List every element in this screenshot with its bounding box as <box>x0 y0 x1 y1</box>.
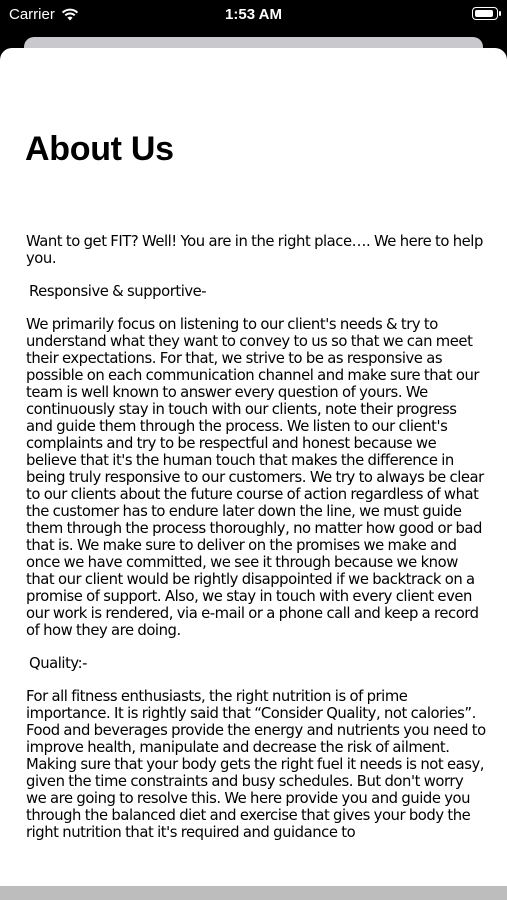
section-body-quality: For all fitness enthusiasts, the right nutrition is of prime importance. It is rightly said that “Consider Quality, not calories”. Food and beverages provide the energy and nutrients you need to improve health, manipulate and decrease the risk of ailment. Making sure that your body gets the right fuel it needs is not easy, given the time constraints and busy schedules. But don't worry we are going to resolve this. We here provide you and guide you through the balanced diet and exercise that gives your body the right nutrition that it's required and guidance to <box>26 688 486 841</box>
carrier-label: Carrier <box>9 6 55 23</box>
battery-icon <box>472 7 498 20</box>
page-title: About Us <box>25 130 174 168</box>
section-body-responsive: We primarily focus on listening to our client's needs & try to understand what they want to convey to us so that we can meet their expectations. For that, we strive to be as responsive as possible on each communication channel and make sure that our team is well known to answer every question of yours. We continuously stay in touch with our clients, note their progress and guide them through the process. We listen to our client's complaints and try to be respectful and honest because we believe that it's the human touch that makes the difference in being truly responsive to our customers. We try to always be clear to our clients about the future course of action regardless of what the customer has to endure later down the line, we must guide them through the process thoroughly, no matter how good or bad that is. We make sure to deliver on the promises we make and once we have committed, we see it through because we know that our client would be rightly disappointed if we backtrack on a promise of support. Also, we stay in touch with every client even our work is rendered, via e-mail or a phone call and keep a record of how they are doing. <box>26 316 484 639</box>
intro-text: Want to get FIT? Well! You are in the right place…. We here to help you. <box>26 233 483 267</box>
about-content[interactable] <box>26 233 486 857</box>
status-bar <box>0 0 507 34</box>
status-time: 1:53 AM <box>225 6 282 23</box>
section-heading-quality: Quality:- <box>29 655 88 672</box>
bottom-bar <box>0 886 507 900</box>
section-heading-responsive: Responsive & supportive- <box>29 283 207 300</box>
